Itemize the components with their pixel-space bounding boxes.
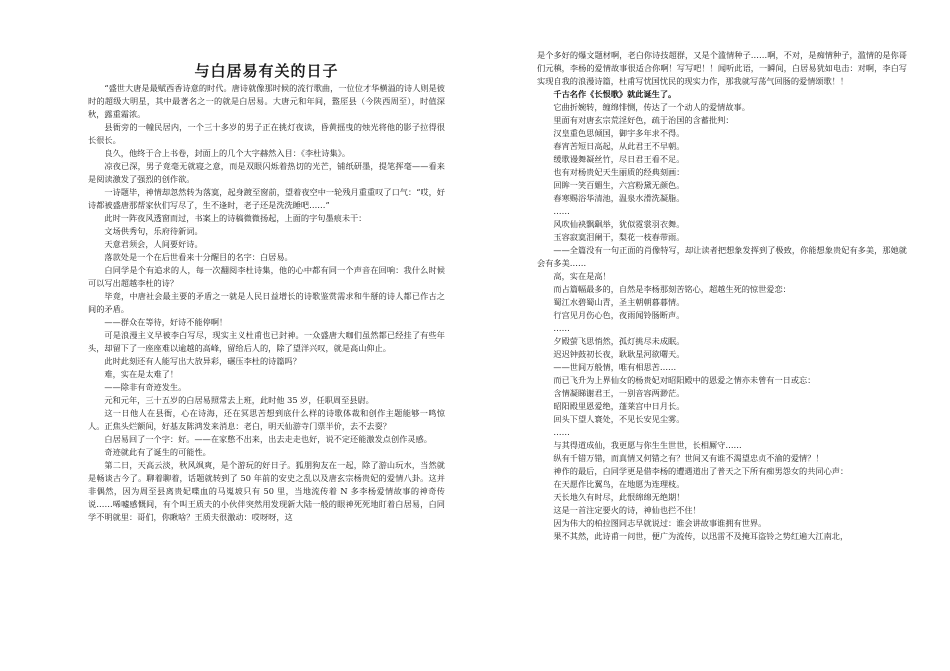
paragraph: 回头下望人寰处，不见长安见尘雾。 [553,414,685,424]
paragraph: 因为伟大的柏拉图同志早就说过：谁会讲故事谁拥有世界。 [553,518,767,528]
paragraph: 风吹仙袂飘飖举，犹似霓裳羽衣舞。 [553,219,685,229]
paragraph: 也有对杨贵妃天生丽质的经典刻画： [553,167,685,177]
paragraph: 与其得道成仙，我更愿与你生生世世，长相厮守…… [553,440,742,450]
paragraph: 元和元年，三十五岁的白居易照常去上班，此时他 35 岁，任职周至县尉。 [104,395,374,405]
paragraph: 果不其然，此诗甫一问世，便广为流传，以迅雷不及掩耳盗铃之势红遍大江南北， [553,531,849,541]
paragraph: 天长地久有时尽，此恨绵绵无绝期！ [553,492,685,502]
paragraph: 奇迹就此有了诞生的可能性。 [104,447,211,457]
paragraph: …… [553,323,570,333]
left-body-text [88,82,445,524]
paragraph: 缓歌谩舞凝丝竹，尽日君王看不足。 [553,154,685,164]
paragraph: 蜀江水碧蜀山青，圣主朝朝暮暮情。 [553,297,685,307]
paragraph: ——全篇没有一句正面的肖像特写，却让读者把想象发挥到了极致，你能想象贵妃有多美，那她就会有多美…… [537,245,907,268]
paragraph: 神作的最后，白同学更是借李杨的遭遇道出了普天之下所有痴男怨女的共同心声： [553,466,849,476]
paragraph: 回眸一笑百媚生，六宫粉黛无颜色。 [553,180,685,190]
paragraph: ——群众在等待，好诗不能停啊！ [104,317,228,327]
paragraph: ——除非有奇迹发生。 [104,382,187,392]
paragraph: 迟迟钟鼓初长夜，耿耿星河欲曙天。 [553,349,685,359]
paragraph: 它曲折婉转，缠绵悱恻，传达了一个动人的爱情故事。 [553,102,750,112]
paragraph: 此时此刻还有人能写出大放异彩，碾压李杜的诗篇吗？ [104,356,301,366]
paragraph: 是个多好的爆文题材啊，老白你诗技超群，又是个滥情种子……啊，不对，是痴情种子，滥情的是你哥们元稹，李杨的爱情故事很适合你啊！写写吧！！闻听此语，一瞬间，白居易犹如电击：对啊，李白写实现自我的浪漫诗篇，杜甫写忧国忧民的现实力作，那我就写荡气回肠的爱情颂歌！！ [537,50,907,86]
article-title: 与白居易有关的日子 [194,62,339,80]
paragraph: …… [553,206,570,216]
paragraph: 此时一阵夜风透窗而过，书案上的诗稿微微扬起，上面的字句墨痕未干： [104,213,367,223]
paragraph: 白同学是个有追求的人，每一次翻阅李杜诗集，他的心中都有同一个声音在回响：我什么时候可以写出超越李杜的诗？ [88,265,445,288]
paragraph: 县衙旁的一幢民居内，一个三十多岁的男子正在挑灯夜读，昏黄摇曳的烛光将他的影子拉得很长很长。 [88,122,445,145]
paragraph: 夕殿萤飞思悄然，孤灯挑尽未成眠。 [553,336,685,346]
paragraph: 纵有千错万错，而真情又何错之有？世间又有谁不渴望忠贞不渝的爱情？！ [553,453,824,463]
section-heading: 千古名作《长恨歌》就此诞生了。 [553,89,677,99]
paragraph: 可是浪漫主义早被李白写尽，现实主义杜甫也已封神。一众盛唐大咖们虽然都已经挂了有些年头，却留下了一座座难以逾越的高峰，留给后人的，除了望洋兴叹，就是高山仰止。 [88,330,445,353]
paragraph: …… [553,427,570,437]
paragraph: ——世间万般情，唯有相思苦…… [553,362,677,372]
paragraph: 一诗题毕，神情却忽然转为落寞，起身踱至窗前，望着夜空中一轮残月重重叹了口气：“哎，好诗都被盛唐那帮家伙们写尽了，生不逢时，老子还是洗洗睡吧……” [88,187,445,210]
paragraph: 第二日，天高云淡，秋风飒爽，是个游玩的好日子。狐朋狗友在一起，除了游山玩水，当然就是畅谈古今了。聊着聊着，话题就转到了 50 年前的安史之乱以及唐玄宗杨贵妃的爱情八卦。这并非偶然，因为周至县离贵妃喋血的马嵬坡只有 50 里，当地流传着 N 多李杨爱情故事的神奇传说……唏嘘感慨间，有个叫王质夫的小伙伴突然用发现新大陆一般的眼神死死地盯着白居易，白同学不明就里：哥们，你瞅啥？王质夫很激动：哎呀呀，这 [88,460,445,522]
paragraph: 天意君须会，人间要好诗。 [104,239,203,249]
paragraph: 春宵苦短日高起，从此君王不早朝。 [553,141,685,151]
paragraph: 落款处是一个在后世看来十分醒目的名字：白居易。 [104,252,293,262]
paragraph: 高，实在是高！ [553,271,611,281]
paragraph: 毕竟，中唐社会最主要的矛盾之一就是人民日益增长的诗歌鉴赏需求和牛掰的诗人都已作古之间的矛盾。 [88,291,445,314]
paragraph: 昭阳殿里恩爱绝，蓬莱宫中日月长。 [553,401,685,411]
paragraph: 文场供秀句，乐府待新词。 [104,226,203,236]
paragraph: 玉容寂寞泪阑干，梨花一枝春带雨。 [553,232,685,242]
paragraph: 而占篇幅最多的，自然是李杨那刻苦铭心，超越生死的惊世爱恋： [553,284,791,294]
paragraph: 汉皇重色思倾国，御宇多年求不得。 [553,128,685,138]
paragraph: 良久，他终于合上书卷，封面上的几个大字赫然入目：《李杜诗集》。 [104,148,351,158]
paragraph: 而已飞升为上界仙女的杨贵妃对昭阳殿中的恩爱之情亦未曾有一日或忘： [553,375,816,385]
paragraph: 在天愿作比翼鸟，在地愿为连理枝。 [553,479,685,489]
paragraph: 凉夜已深，男子竟毫无就寝之意，而是双眼闪烁着热切的光芒，铺纸研墨，提笔挥毫——看来是阅读激发了强烈的创作欲。 [88,161,445,184]
paragraph: 里面有对唐玄宗荒淫好色，疏于治国的含蓄批判： [553,115,734,125]
paragraph: 这一日他人在县衙，心在诗海，还在冥思苦想到底什么样的诗歌体裁和创作主题能够一鸣惊人。正焦头烂额间，好基友陈鸿发来消息：老白，明天仙游寺门票半价，去不去耍？ [88,408,445,431]
right-body-text [537,49,907,543]
paragraph: 含情凝睇谢君王，一别音容两渺茫。 [553,388,685,398]
paragraph: 行宫见月伤心色，夜雨闻铃肠断声。 [553,310,685,320]
paragraph: “盛世大唐是最赋西香诗意的时代。唐诗就像那时候的流行歌曲，一位位才华横溢的诗人则是彼时的超级大明星，其中最著名之一的就是白居易。大唐元和年间，盩厔县（今陕西周至），时值深秋，露重霜浓。 [88,83,445,119]
paragraph: 白居易回了一个字：好。——在家憋不出来，出去走走也好，说不定还能激发点创作灵感。 [104,434,432,444]
paragraph: 春寒赐浴华清池，温泉水滑洗凝脂。 [553,193,685,203]
paragraph: 这是一首注定要火的诗，神仙也拦不住！ [553,505,701,515]
paragraph: 难，实在是太难了！ [104,369,179,379]
